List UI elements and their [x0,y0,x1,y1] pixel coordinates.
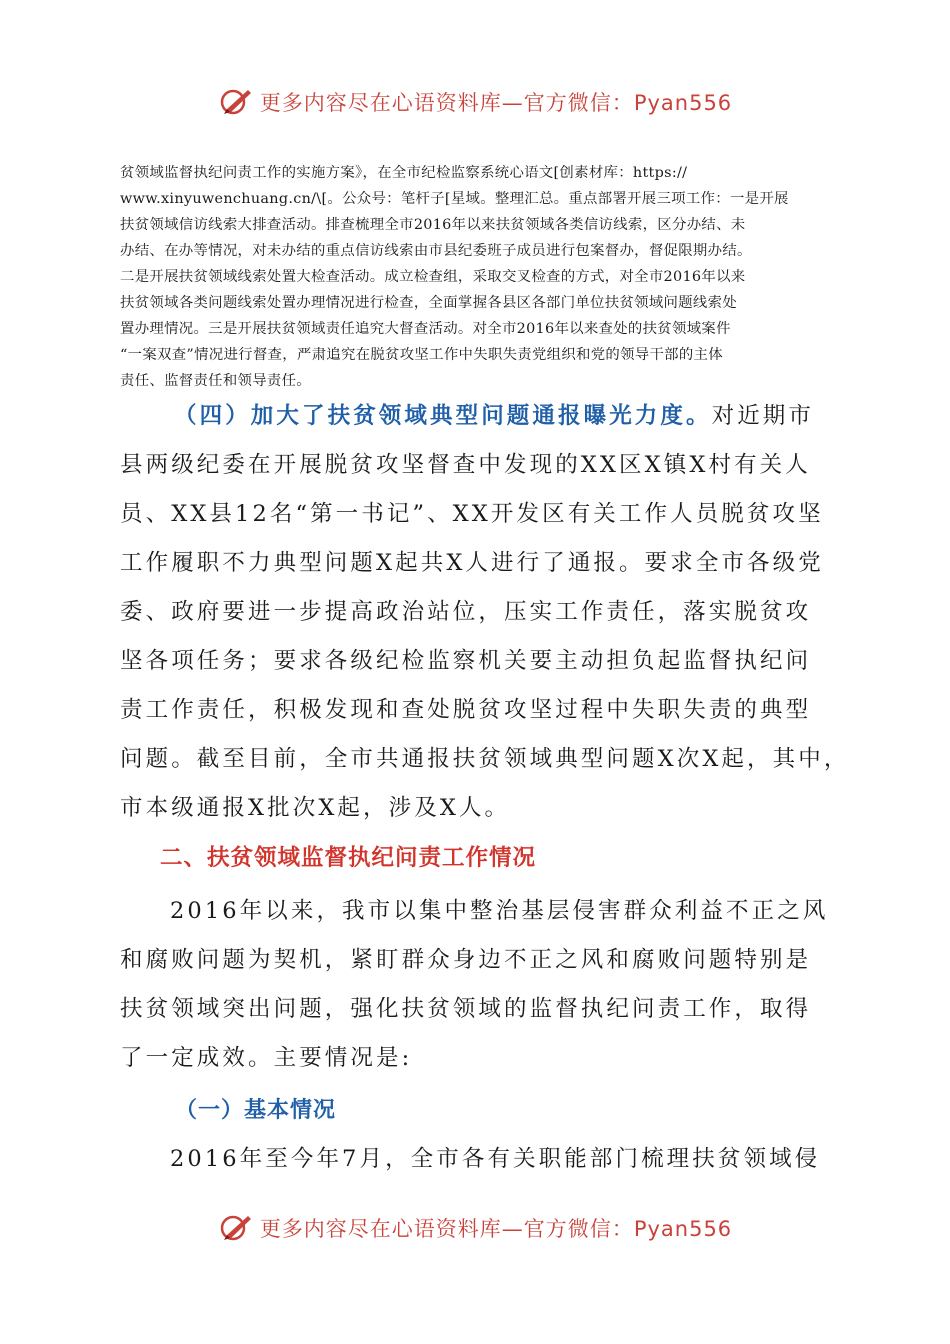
body-line: 扶贫领域突出问题，强化扶贫领域的监督执纪问责工作，取得 [120,996,812,1022]
section-four [120,392,850,833]
body-line: 县两级纪委在开展脱贫攻坚督查中发现的XX区X镇X村有关人 [120,452,811,478]
small-line: “一案双查”情况进行督查，严肃追究在脱贫攻坚工作中失职失责党组织和党的领导干部的主体 [120,347,723,363]
section-four-first-line [120,392,832,441]
section-four-lead: 对近期市 [711,403,815,429]
section-four-heading: （四）加大了扶贫领域典型问题通报曝光力度。 [174,403,712,429]
body-line: 员、XX县12名“第一书记”、XX开发区有关工作人员脱贫攻坚 [120,501,824,527]
small-line: www.xinyuwenchuang.cn/\[。公众号：笔杆子[星域。整理汇总。重点部署开展三项工作：一是开展 [120,191,789,207]
wechat-id: Pyan556 [633,1217,733,1241]
body-line: 坚各项任务；要求各级纪检监察机关要主动担负起监督执纪问 [120,648,812,674]
small-line: 置办理情况。三是开展扶贫领域责任追究大督查活动。对全市2016年以来查处的扶贫领域案件 [120,321,731,337]
banner-label: 更多内容尽在心语资料库—官方微信： [259,1217,634,1241]
sub-heading-basic: （一）基本情况 [175,1098,337,1123]
body-line: 和腐败问题为契机，紧盯群众身边不正之风和腐败问题特别是 [120,947,812,973]
small-line: 扶贫领域信访线索大排查活动。排查梳理全市2016年以来扶贫领域各类信访线索，区分办结、未 [120,217,746,233]
basic-situation-body [120,1135,832,1184]
pen-logo-icon [218,1211,254,1245]
wechat-id: Pyan556 [633,91,733,115]
small-line: 贫领域监督执纪问责工作的实施方案》，在全市纪检监察系统心语文[创素材库：https:// [120,165,688,181]
section-two-body [120,887,832,1083]
body-line: 委、政府要进一步提高政治站位，压实工作责任，落实脱贫攻 [120,599,812,625]
small-line: 二是开展扶贫领域线索处置大检查活动。成立检查组，采取交叉检查的方式，对全市2016年以来 [120,269,746,285]
banner-text [260,87,732,117]
section-two-heading: 二、扶贫领域监督执纪问责工作情况 [160,845,537,871]
body-line: 问题。截至目前，全市共通报扶贫领域典型问题X次X起，其中， [120,746,850,772]
small-line: 办结、在办等情况，对未办结的重点信访线索由市县纪委班子成员进行包案督办，督促限期办结。 [120,243,752,259]
pen-logo-icon [218,85,254,119]
header-banner [0,82,950,122]
banner-label: 更多内容尽在心语资料库—官方微信： [259,91,634,115]
body-line: 2016年以来，我市以集中整治基层侵害群众利益不正之风 [170,898,829,924]
banner-text [260,1213,732,1243]
small-line: 责任、监督责任和领导责任。 [120,373,311,389]
small-line: 扶贫领域各类问题线索处置办理情况进行检查，全面掌握各县区各部门单位扶贫领域问题线索处 [120,295,738,311]
small-paragraph [120,160,830,394]
footer-banner [0,1208,950,1248]
body-line: 了一定成效。主要情况是: [120,1045,413,1071]
body-line: 工作履职不力典型问题X起共X人进行了通报。要求全市各级党 [120,550,824,576]
body-line: 市本级通报X批次X起，涉及X人。 [120,795,511,821]
body-line: 2016年至今年7月，全市各有关职能部门梳理扶贫领域侵 [170,1146,821,1172]
body-line: 责工作责任，积极发现和查处脱贫攻坚过程中失职失责的典型 [120,697,812,723]
